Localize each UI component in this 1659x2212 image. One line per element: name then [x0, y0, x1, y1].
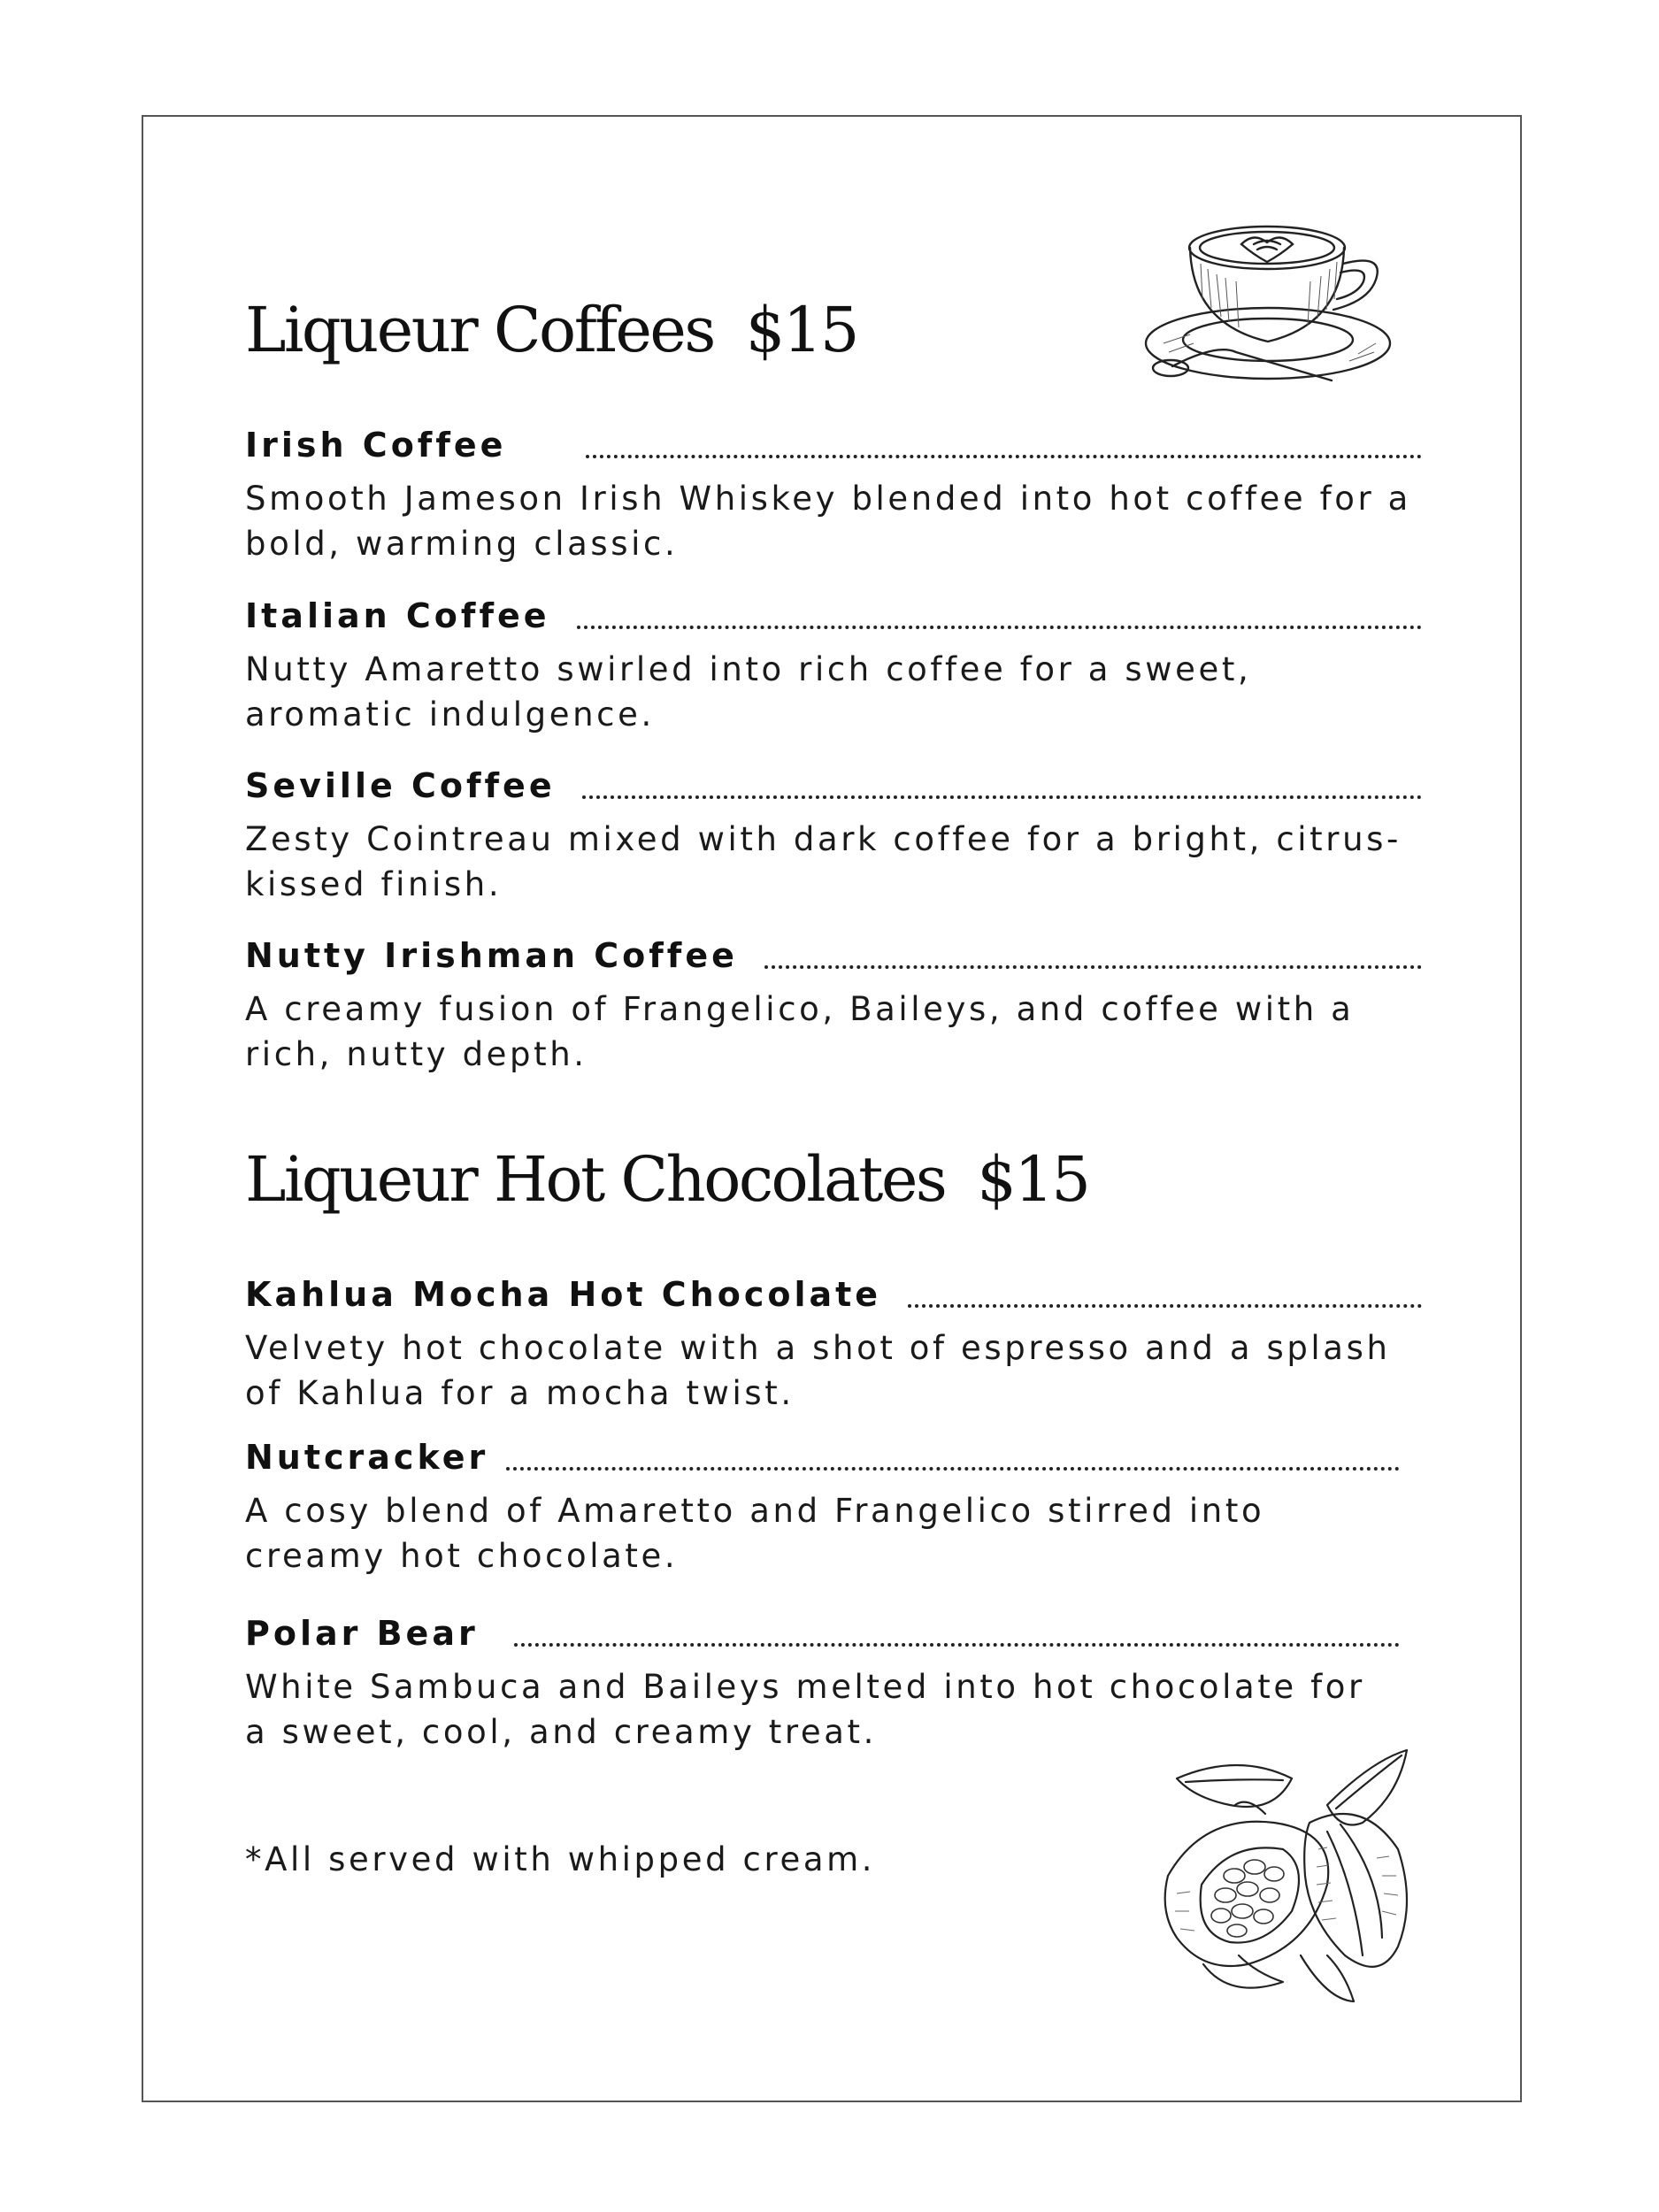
menu-item-kahlua-mocha-hot-chocolate: [245, 1265, 1422, 1416]
section-title-text: Liqueur Coffees: [245, 294, 714, 366]
item-name: Kahlua Mocha Hot Chocolate: [245, 1275, 882, 1314]
item-description: Smooth Jameson Irish Whiskey blended into hot coffee for a bold, warming classic.: [245, 480, 1411, 563]
dotted-leader: [908, 1304, 1422, 1308]
dotted-leader: [577, 626, 1422, 629]
menu-item-nutcracker: [245, 1428, 1400, 1578]
menu-item-seville-coffee: [245, 757, 1422, 907]
section-price: $15: [745, 294, 857, 366]
item-description: A cosy blend of Amaretto and Frangelico stirred into creamy hot chocolate.: [245, 1492, 1265, 1575]
coffee-cup-illustration: [1137, 211, 1402, 388]
item-name: Irish Coffee: [245, 426, 507, 465]
cacao-pod-illustration: [1150, 1743, 1425, 2008]
item-description: Velvety hot chocolate with a shot of espresso and a splash of Kahlua for a mocha twist.: [245, 1329, 1391, 1412]
dotted-leader: [582, 795, 1422, 799]
menu-item-polar-bear: [245, 1604, 1400, 1755]
section-title-liqueur-coffees: [245, 294, 857, 366]
item-header: [245, 1604, 1400, 1653]
item-header: [245, 1428, 1400, 1477]
section-title-liqueur-hot-chocolates: [245, 1143, 1088, 1216]
item-name: Polar Bear: [245, 1614, 479, 1653]
menu-item-irish-coffee: [245, 416, 1422, 566]
dotted-leader: [586, 455, 1422, 458]
section-price: $15: [977, 1143, 1089, 1216]
item-description: Zesty Cointreau mixed with dark coffee for a bright, citrus-kissed finish.: [245, 820, 1402, 903]
menu-item-italian-coffee: [245, 587, 1422, 737]
item-header: [245, 416, 1422, 465]
item-name: Nutcracker: [245, 1438, 489, 1477]
item-description: A creamy fusion of Frangelico, Baileys, and coffee with a rich, nutty depth.: [245, 990, 1355, 1073]
item-description: White Sambuca and Baileys melted into hot chocolate for a sweet, cool, and creamy treat.: [245, 1668, 1365, 1751]
menu-item-nutty-irishman-coffee: [245, 926, 1422, 1077]
item-header: [245, 1265, 1422, 1314]
section-title-text: Liqueur Hot Chocolates: [245, 1143, 946, 1216]
item-name: Seville Coffee: [245, 766, 556, 805]
item-name: Italian Coffee: [245, 596, 550, 635]
item-header: [245, 587, 1422, 633]
footer-note: *All served with whipped cream.: [245, 1840, 876, 1878]
dotted-leader: [506, 1467, 1400, 1471]
item-header: [245, 757, 1422, 803]
item-description: Nutty Amaretto swirled into rich coffee for a sweet, aromatic indulgence.: [245, 650, 1252, 733]
dotted-leader: [764, 965, 1422, 969]
dotted-leader: [514, 1643, 1400, 1647]
item-name: Nutty Irishman Coffee: [245, 936, 738, 975]
item-header: [245, 926, 1422, 975]
